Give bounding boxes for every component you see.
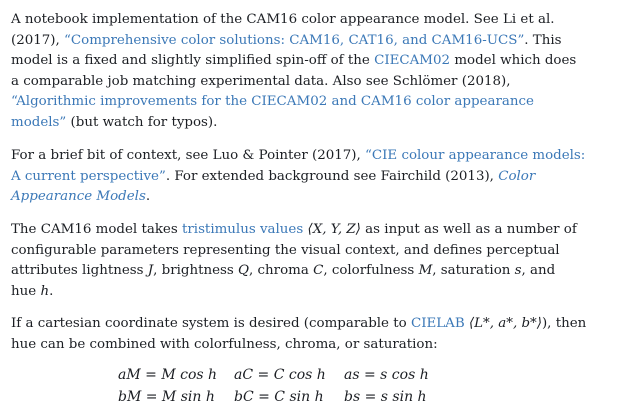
model-text: , chroma: [249, 263, 314, 278]
cartesian-paragraph: [11, 314, 631, 355]
chroma-symbol: C: [313, 263, 324, 278]
intro-text: model which does: [450, 53, 577, 68]
color-appearance-models-link[interactable]: Appearance Models: [11, 189, 146, 204]
intro-paragraph: [11, 10, 631, 133]
cielab-link[interactable]: CIELAB: [410, 316, 465, 331]
context-text: . For extended background see Fairchild (2013),: [165, 168, 499, 184]
color-appearance-models-link[interactable]: Color: [498, 168, 536, 184]
equation-b-s: bs = s sin h: [344, 389, 427, 405]
equation-b-m: bM = M sin h: [118, 389, 215, 405]
equation-b-c: bC = C sin h: [234, 389, 324, 405]
context-paragraph: [11, 146, 631, 208]
colorfulness-symbol: M: [418, 263, 433, 278]
model-text: attributes lightness: [11, 263, 148, 278]
intro-text: model is a fixed and slightly simplified spin-off of the: [11, 53, 375, 68]
algorithmic-improvements-link[interactable]: models”: [11, 114, 67, 130]
cam16-paper-link[interactable]: “Comprehensive color solutions: CAM16, CAT16, and CAM16-UCS”: [64, 32, 525, 48]
equation-a-s: as = s cos h: [344, 367, 429, 383]
equation-a-c: aC = C cos h: [234, 367, 326, 383]
model-text: hue: [11, 283, 41, 299]
cie-models-link[interactable]: A current perspective”: [11, 168, 166, 184]
brightness-symbol: Q: [238, 263, 250, 278]
intro-text: . This: [524, 32, 562, 48]
context-text: For a brief bit of context, see Luo & Pointer (2017),: [11, 148, 366, 163]
xyz-math: ⟨X, Y, Z⟩: [307, 222, 361, 237]
hue-symbol: h: [40, 283, 50, 299]
algorithmic-improvements-link[interactable]: “Algorithmic improvements for the CIECAM02 and CAM16 color appearance: [11, 94, 534, 109]
cie-models-link[interactable]: “CIE colour appearance models:: [365, 148, 586, 163]
lightness-symbol: J: [147, 263, 154, 278]
model-text: .: [49, 283, 54, 299]
cartesian-text: hue can be combined with colorfulness, chroma, or saturation:: [11, 336, 438, 352]
model-text: as input as well as a number of: [360, 222, 577, 237]
intro-text: A notebook implementation of the CAM16 color appearance model. See Li et al.: [11, 12, 555, 27]
model-text: , brightness: [153, 263, 239, 278]
model-text: configurable parameters representing the visual context, and defines perceptual: [11, 242, 560, 258]
model-text: , colorfulness: [323, 263, 419, 278]
equation-a-m: aM = M cos h: [118, 367, 218, 383]
intro-text: (but watch for typos).: [66, 114, 218, 130]
context-text: .: [145, 189, 151, 204]
model-text: , and: [521, 263, 556, 278]
intro-text: (2017),: [11, 32, 65, 48]
cartesian-text: ), then: [541, 316, 587, 331]
saturation-symbol: s: [514, 263, 522, 278]
tristimulus-values-link[interactable]: tristimulus values: [182, 222, 304, 237]
model-text: , saturation: [432, 263, 515, 278]
model-text: The CAM16 model takes: [11, 222, 182, 237]
ciecam02-link[interactable]: CIECAM02: [374, 53, 451, 68]
cartesian-text: If a cartesian coordinate system is desired (comparable to: [11, 316, 411, 331]
model-paragraph: [11, 220, 631, 302]
lab-math: ⟨L*, a*, b*⟩: [468, 316, 542, 331]
intro-text: a comparable job matching experimental data. Also see Schlömer (2018),: [11, 73, 511, 89]
